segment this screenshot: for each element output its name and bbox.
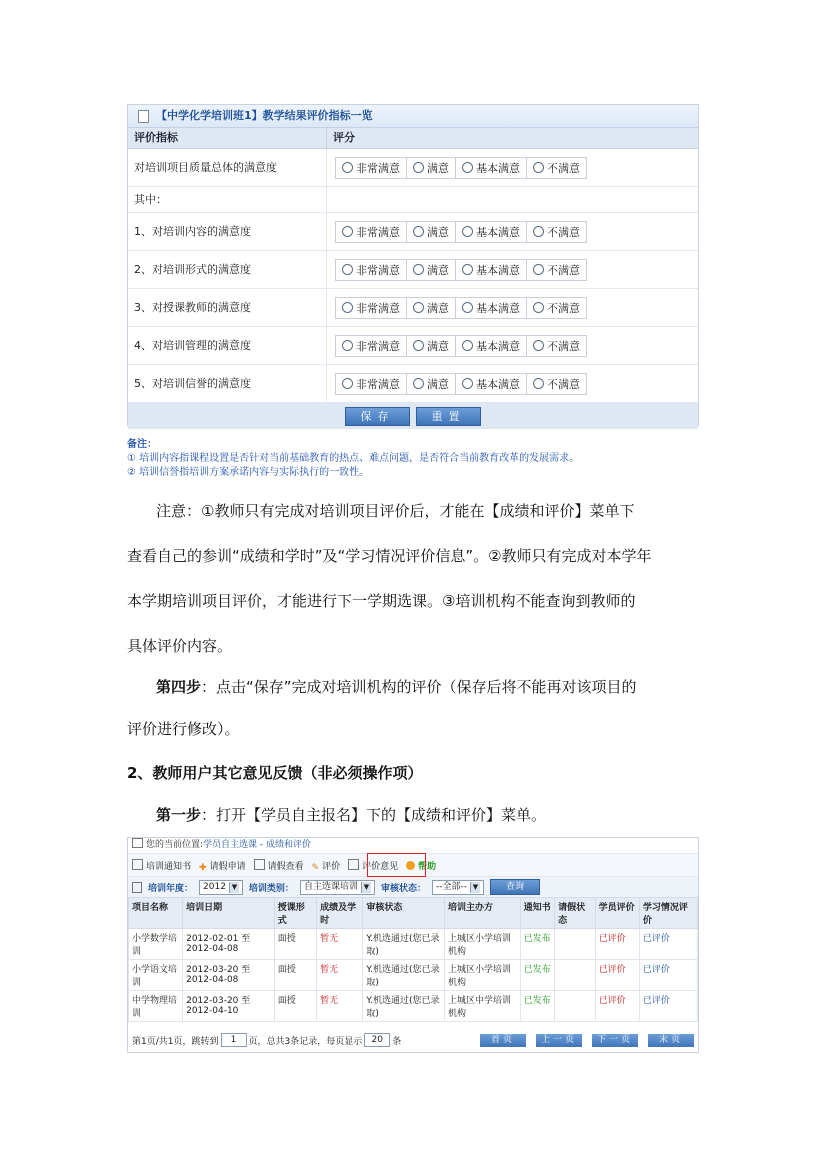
column-header: 学员评价: [595, 898, 639, 929]
chevron-down-icon: ▼: [470, 882, 480, 893]
step4-text: ：点击“保存”完成对培训机构的评价（保存后将不能再对该项目的: [201, 678, 637, 696]
rating-option[interactable]: 非常满意: [335, 259, 407, 281]
year-select[interactable]: 2012 ▼: [199, 880, 243, 895]
radio-button[interactable]: [462, 378, 473, 389]
radio-button[interactable]: [533, 264, 544, 275]
radio-button[interactable]: [533, 378, 544, 389]
rating-option[interactable]: 不满意: [527, 221, 587, 243]
step4-line-2: 评价进行修改）。: [127, 720, 240, 738]
note-paragraph-line: 具体评价内容。: [127, 637, 233, 655]
table-cell[interactable]: 已评价: [639, 991, 697, 1022]
table-cell: 面授: [274, 991, 316, 1022]
rating-option[interactable]: 基本满意: [456, 157, 527, 179]
table-cell: [555, 960, 595, 991]
step1-line: [156, 804, 546, 825]
table-cell[interactable]: 已评价: [595, 991, 639, 1022]
note-paragraph-line: 查看自己的参训“成绩和学时”及“学习情况评价信息”。②教师只有完成对本学年: [127, 547, 652, 565]
rating-option[interactable]: 不满意: [527, 335, 587, 357]
highlight-box: [367, 853, 426, 877]
radio-button[interactable]: [533, 340, 544, 351]
radio-button[interactable]: [462, 340, 473, 351]
document-icon: [132, 859, 143, 870]
toolbar-notice[interactable]: 培训通知书: [132, 859, 191, 872]
eval-row: [128, 365, 698, 403]
page-input[interactable]: 1: [221, 1033, 247, 1047]
rating-options: [327, 187, 335, 212]
table-cell: Y.机选通过(您已录取): [363, 960, 445, 991]
radio-button[interactable]: [533, 226, 544, 237]
rating-option[interactable]: 不满意: [527, 157, 587, 179]
eval-row: [128, 187, 698, 213]
rating-option[interactable]: 基本满意: [456, 373, 527, 395]
table-cell: 上城区小学培训机构: [444, 929, 520, 960]
table-row: [129, 991, 698, 1022]
rating-option[interactable]: 非常满意: [335, 373, 407, 395]
rating-option[interactable]: 基本满意: [456, 259, 527, 281]
eval-row-label: 4、对培训管理的满意度: [128, 327, 327, 364]
rating-options: [327, 289, 587, 326]
eval-row-label: 2、对培训形式的满意度: [128, 251, 327, 288]
type-select[interactable]: 自主选课培训 ▼: [300, 880, 375, 895]
notes: [127, 438, 579, 480]
rating-option[interactable]: 满意: [407, 373, 456, 395]
document-icon: [132, 882, 142, 893]
eval-row-label: 对培训项目质量总体的满意度: [128, 149, 327, 186]
breadcrumb-path[interactable]: 学员自主选课 - 成绩和评价: [203, 840, 312, 850]
note-2: ② 培训信誉指培训方案承诺内容与实际执行的一致性。: [127, 467, 370, 478]
table-cell: 2012-03-20 至2012-04-10: [183, 991, 275, 1022]
radio-button[interactable]: [413, 302, 424, 313]
home-icon: [132, 838, 143, 848]
page-size-input[interactable]: 20: [364, 1033, 390, 1047]
table-cell: 暂无: [317, 960, 363, 991]
rating-option[interactable]: 满意: [407, 157, 456, 179]
save-button[interactable]: 保存: [345, 407, 410, 426]
edit-icon: [348, 859, 359, 870]
radio-button[interactable]: [413, 162, 424, 173]
radio-button[interactable]: [413, 378, 424, 389]
table-cell: Y.机选通过(您已录取): [363, 991, 445, 1022]
eval-row-label: 3、对授课教师的满意度: [128, 289, 327, 326]
section-heading: 2、教师用户其它意见反馈（非必须操作项）: [127, 764, 423, 782]
column-header: 成绩及学时: [317, 898, 363, 929]
table-cell[interactable]: 已发布: [520, 991, 555, 1022]
table-header: [128, 128, 698, 149]
column-header: 审核状态: [363, 898, 445, 929]
breadcrumb: 您的当前位置:学员自主选课 - 成绩和评价: [128, 838, 698, 853]
step1-text: ：打开【学员自主报名】下的【成绩和评价】菜单。: [201, 806, 547, 824]
table-cell: 面授: [274, 929, 316, 960]
rating-option[interactable]: 基本满意: [456, 297, 527, 319]
course-list-panel: [127, 837, 699, 1053]
rating-options: [327, 213, 587, 250]
column-header: 学习情况评价: [639, 898, 697, 929]
radio-button[interactable]: [342, 302, 353, 313]
rating-option[interactable]: 非常满意: [335, 221, 407, 243]
radio-button[interactable]: [462, 226, 473, 237]
table-cell[interactable]: 已评价: [595, 929, 639, 960]
eval-row: [128, 213, 698, 251]
button-row: [128, 403, 698, 429]
table-cell[interactable]: 已评价: [639, 929, 697, 960]
toolbar-help[interactable]: 帮助: [406, 859, 436, 872]
next-page-button[interactable]: 下一页: [592, 1034, 638, 1047]
step4-line: [156, 676, 637, 697]
wrench-icon: ✎: [311, 862, 320, 873]
radio-button[interactable]: [462, 162, 473, 173]
rating-option[interactable]: 满意: [407, 335, 456, 357]
note-paragraph-line: 本学期培训项目评价，才能进行下一学期选课。③培训机构不能查询到教师的: [127, 592, 636, 610]
eval-row: [128, 251, 698, 289]
table-cell: 面授: [274, 960, 316, 991]
rating-option[interactable]: 不满意: [527, 259, 587, 281]
rating-option[interactable]: 满意: [407, 259, 456, 281]
reset-button[interactable]: 重置: [416, 407, 481, 426]
eval-row-label: 其中：: [128, 187, 327, 212]
plus-icon: ✚: [199, 862, 207, 873]
table-cell[interactable]: 已发布: [520, 960, 555, 991]
chevron-down-icon: ▼: [229, 882, 239, 893]
radio-button[interactable]: [462, 264, 473, 275]
eval-row: [128, 289, 698, 327]
table-row: [129, 960, 698, 991]
column-header: 请假状态: [555, 898, 595, 929]
step1-label: 第一步: [156, 806, 202, 824]
toolbar-leave-view[interactable]: 请假查看: [254, 859, 304, 872]
panel-title: 【中学化学培训班1】教学结果评价指标一览: [128, 105, 698, 128]
eval-row-label: 1、对培训内容的满意度: [128, 213, 327, 250]
toolbar-feedback[interactable]: 评价意见: [348, 859, 398, 872]
table-cell[interactable]: 已评价: [595, 960, 639, 991]
evaluation-panel: [127, 104, 699, 426]
column-header: 通知书: [520, 898, 555, 929]
column-header: 授课形式: [274, 898, 316, 929]
radio-button[interactable]: [413, 340, 424, 351]
radio-button[interactable]: [342, 162, 353, 173]
column-header: 项目名称: [129, 898, 183, 929]
col-score: 评分: [333, 131, 355, 144]
table-cell: Y.机选通过(您已录取): [363, 929, 445, 960]
table-cell: 暂无: [317, 991, 363, 1022]
rating-option[interactable]: 满意: [407, 221, 456, 243]
table-row: [129, 929, 698, 960]
chevron-down-icon: ▼: [361, 882, 371, 893]
rating-options: [327, 251, 587, 288]
table-cell: [555, 991, 595, 1022]
rating-option[interactable]: 非常满意: [335, 335, 407, 357]
toolbar: [128, 853, 698, 877]
table-cell: 小学语文培训: [129, 960, 183, 991]
eval-row: [128, 149, 698, 187]
rating-option[interactable]: 不满意: [527, 297, 587, 319]
rating-option[interactable]: 非常满意: [335, 157, 407, 179]
radio-button[interactable]: [413, 226, 424, 237]
radio-button[interactable]: [533, 162, 544, 173]
eval-row: [128, 327, 698, 365]
table-cell: 上城区中学培训机构: [444, 991, 520, 1022]
rating-option[interactable]: 基本满意: [456, 221, 527, 243]
document-icon: [138, 110, 149, 123]
query-button[interactable]: 查询: [490, 879, 540, 895]
rating-option[interactable]: 非常满意: [335, 297, 407, 319]
radio-button[interactable]: [342, 264, 353, 275]
table-cell[interactable]: 已评价: [639, 960, 697, 991]
table-cell: 暂无: [317, 929, 363, 960]
first-page-button[interactable]: 首页: [480, 1034, 526, 1047]
rating-options: [327, 149, 587, 186]
notes-title: 备注：: [127, 439, 157, 450]
last-page-button[interactable]: 末页: [648, 1034, 694, 1047]
column-header: 培训日期: [183, 898, 275, 929]
table-cell: [555, 929, 595, 960]
col-index: 评价指标: [128, 128, 327, 148]
prev-page-button[interactable]: 上一页: [536, 1034, 582, 1047]
rating-options: [327, 365, 587, 402]
rating-option[interactable]: 满意: [407, 297, 456, 319]
radio-button[interactable]: [342, 378, 353, 389]
rating-options: [327, 327, 587, 364]
step4-label: 第四步: [156, 678, 202, 696]
rating-option[interactable]: 基本满意: [456, 335, 527, 357]
table-cell[interactable]: 已发布: [520, 929, 555, 960]
table-cell: 2012-03-20 至2012-04-08: [183, 960, 275, 991]
radio-button[interactable]: [413, 264, 424, 275]
document-icon: [254, 859, 265, 870]
column-header: 培训主办方: [444, 898, 520, 929]
eval-row-label: 5、对培训信誉的满意度: [128, 365, 327, 402]
table-cell: 上城区小学培训机构: [444, 960, 520, 991]
rating-option[interactable]: 不满意: [527, 373, 587, 395]
toolbar-leave-apply[interactable]: ✚ 请假申请: [199, 861, 246, 873]
note-paragraph-line: 注意：①教师只有完成对培训项目评价后，才能在【成绩和评价】菜单下: [156, 502, 635, 520]
radio-button[interactable]: [342, 340, 353, 351]
table-cell: 小学数学培训: [129, 929, 183, 960]
table-cell: 中学物理培训: [129, 991, 183, 1022]
course-table: [128, 897, 698, 1022]
pager: 第1页/共1页，跳转到 1 页，总共3条记录，每页显示 20 条 首页 上一页 下一页 末页: [128, 1032, 698, 1048]
radio-button[interactable]: [342, 226, 353, 237]
note-1: ① 培训内容指课程设置是否针对当前基础教育的热点、难点问题，是否符合当前教育改革的发展需求。: [127, 453, 580, 464]
status-select[interactable]: --全部-- ▼: [432, 880, 484, 895]
table-cell: 2012-02-01 至2012-04-08: [183, 929, 275, 960]
radio-button[interactable]: [533, 302, 544, 313]
radio-button[interactable]: [462, 302, 473, 313]
toolbar-evaluate[interactable]: ✎ 评价: [311, 861, 341, 873]
filter-bar: 培训年度： 2012 ▼ 培训类别： 自主选课培训 ▼ 审核状态： --全部-- ▼ 查询: [128, 877, 698, 897]
